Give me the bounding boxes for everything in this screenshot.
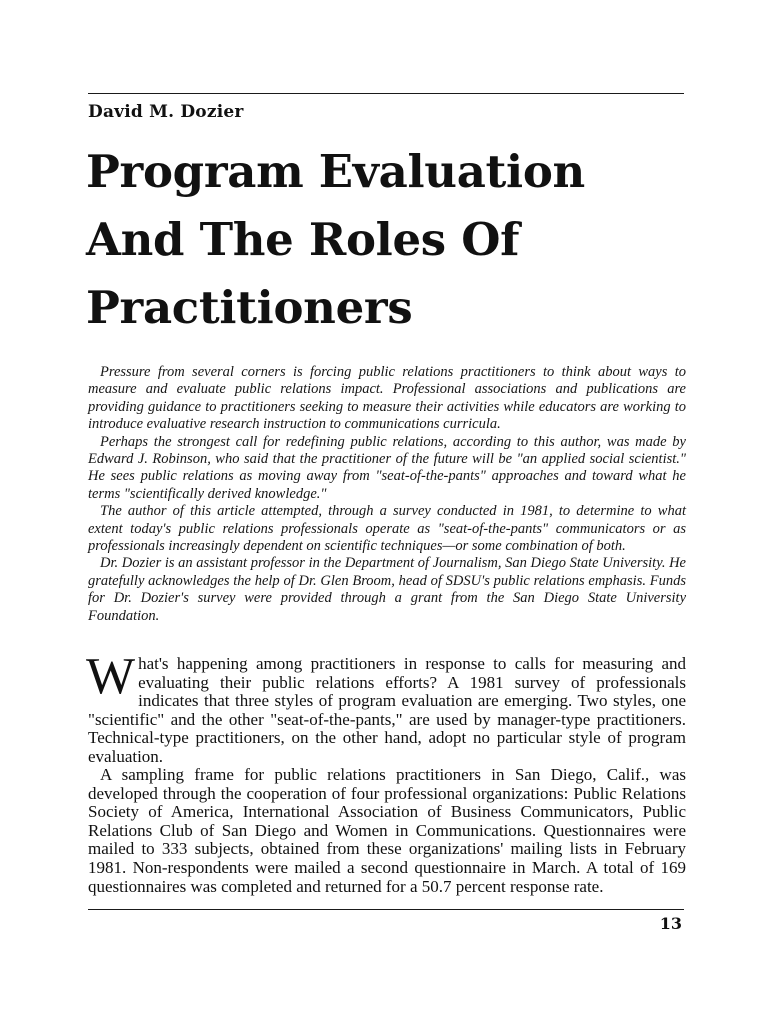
body-paragraph-1 — [86, 648, 686, 766]
page-number: 13 — [659, 914, 682, 933]
drop-cap: W — [86, 648, 136, 705]
bottom-rule — [88, 909, 684, 910]
body-paragraph-1-text: hat's happening among practitioners in response to calls for measuring and evaluating their public relations efforts? A 1981 survey of professionals indicates that three styles of program evaluation are emerging. Two styles, one "scientific" and the other "seat-of-the-pants," are used by manager-type practitioners. Technical-type practitioners, on the other hand, adopt no particular style of program evaluation. — [88, 654, 686, 766]
body-text — [86, 648, 686, 896]
title-line-3: Practitioners — [86, 281, 413, 334]
title-line-2: And The Roles Of — [86, 213, 520, 266]
abstract-paragraph-3: The author of this article attempted, through a survey conducted in 1981, to determine to what extent today's public relations professionals operate as "seat-of-the-pants" communicators or as professionals increasingly dependent on scientific techniques—or some combination of both. — [88, 503, 686, 555]
title-line-1: Program Evaluation — [86, 145, 585, 198]
abstract-paragraph-1: Pressure from several corners is forcing public relations practitioners to think about ways to measure and evaluate public relations impact. Professional associations and publications are providing guidance to practitioners seeking to measure their activities while educators are working to introduce evaluative research instruction to communications curricula. — [88, 364, 686, 433]
abstract-paragraph-4: Dr. Dozier is an assistant professor in the Department of Journalism, San Diego State University. He gratefully acknowledges the help of Dr. Glen Broom, head of SDSU's public relations emphasis. Funds for Dr. Dozier's survey were provided through a grant from the San Diego State University Foundation. — [88, 555, 686, 624]
article-title — [86, 138, 706, 342]
body-paragraph-2: A sampling frame for public relations practitioners in San Diego, Calif., was developed through the cooperation of four professional organizations: Public Relations Society of America, International Association of Business Communicators, Public Relations Club of San Diego and Women in Communications. Questionnaires were mailed to 333 subjects, obtained from these organizations' mailing lists in February 1981. Non-respondents were mailed a second questionnaire in March. A total of 169 questionnaires was completed and returned for a 50.7 percent response rate. — [88, 765, 686, 896]
author-name: David M. Dozier — [88, 102, 244, 122]
abstract-paragraph-2: Perhaps the strongest call for redefining public relations, according to this author, was made by Edward J. Robinson, who said that the practitioner of the future will be "an applied social scientist." He sees public relations as moving away from "seat-of-the-pants" approaches and toward what he terms "scientifically derived knowledge." — [88, 433, 686, 502]
top-rule — [88, 93, 684, 94]
abstract — [88, 364, 686, 625]
